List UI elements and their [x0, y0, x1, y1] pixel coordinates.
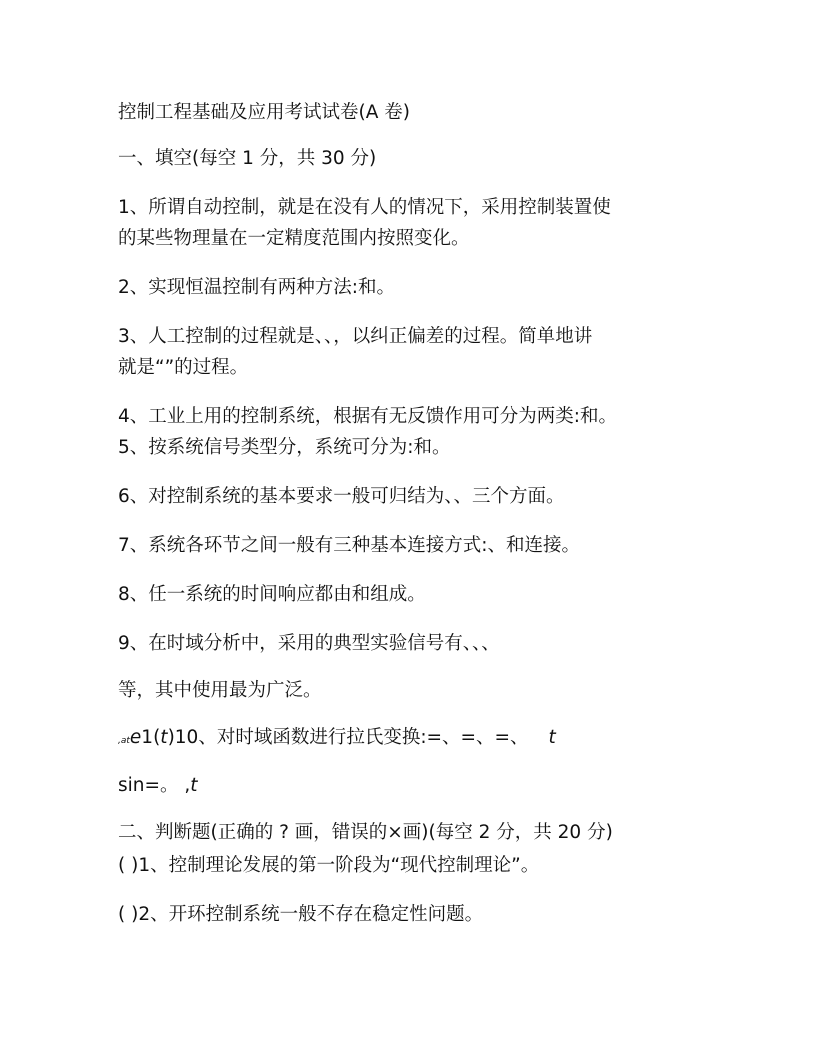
question-text: 5、按系统信号类型分，系统可分为:和。 — [118, 437, 451, 458]
math-paren: ) — [167, 727, 175, 748]
question-text: ( )1、控制理论发展的第一阶段为“现代控制理论”。 — [118, 855, 540, 876]
section-heading: 二、判断题(正确的 ? 画，错误的×画)(每空 2 分，共 20 分) — [118, 822, 613, 843]
question-text: 10、对时域函数进行拉氏变换:=、=、=、 — [174, 727, 535, 748]
question-text: 8、任一系统的时间响应都由和组成。 — [118, 584, 426, 605]
question-text: 2、实现恒温控制有两种方法:和。 — [118, 277, 396, 298]
question-text: 9、在时域分析中，采用的典型实验信号有、、、 — [118, 633, 500, 654]
question-text: ( )2、开环控制系统一般不存在稳定性问题。 — [118, 904, 484, 925]
math-t: t — [548, 727, 556, 748]
math-subscript: ,at — [118, 736, 130, 746]
question-text: 6、对控制系统的基本要求一般可归结为、、三个方面。 — [118, 486, 565, 507]
question-text: 就是“”的过程。 — [118, 357, 249, 378]
question-text: 1、所谓自动控制，就是在没有人的情况下，采用控制装置使 — [118, 197, 611, 218]
question-text: 3、人工控制的过程就是、、，以纠正偏差的过程。简单地讲 — [118, 326, 593, 347]
math-sin: sin=。 , — [118, 775, 191, 796]
question-text: 4、工业上用的控制系统，根据有无反馈作用可分为两类:和。 — [118, 406, 618, 427]
exam-title: 控制工程基础及应用考试试卷(A 卷) — [118, 102, 410, 123]
math-t: t — [160, 727, 168, 748]
question-text: 等，其中使用最为广泛。 — [118, 680, 322, 701]
question-10-cont — [118, 774, 198, 798]
math-e: e — [129, 727, 142, 748]
question-10 — [118, 726, 556, 753]
math-t: t — [190, 775, 198, 796]
math-step: 1( — [141, 727, 161, 748]
question-text: 的某些物理量在一定精度范围内按照变化。 — [118, 228, 470, 249]
question-text: 7、系统各环节之间一般有三种基本连接方式:、和连接。 — [118, 535, 581, 556]
section-heading: 一、填空(每空 1 分，共 30 分) — [118, 148, 377, 169]
